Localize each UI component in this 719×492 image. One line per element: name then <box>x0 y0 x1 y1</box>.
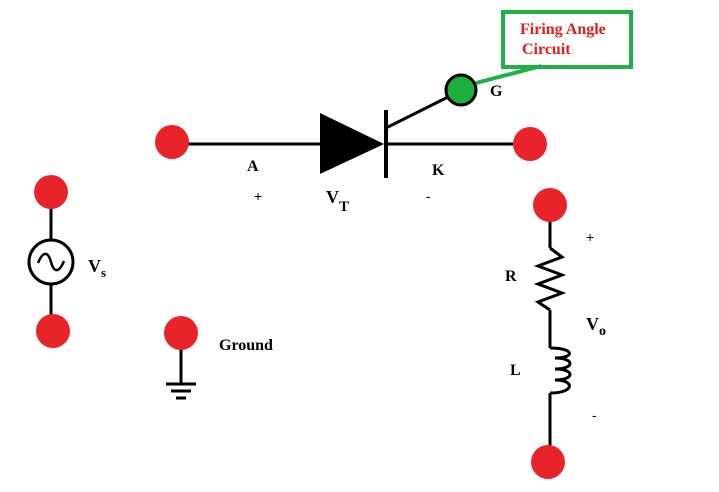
inductor-icon <box>550 348 570 393</box>
cathode-label: K <box>432 162 445 179</box>
cathode-minus-sign: - <box>426 188 431 204</box>
output-top-terminal[interactable] <box>533 188 567 222</box>
firing-angle-label-line2: Circuit <box>522 41 571 58</box>
output-bottom-terminal[interactable] <box>531 445 565 479</box>
output-label-sub: o <box>599 324 606 339</box>
output-minus-sign: - <box>592 407 597 423</box>
source-label-main: V <box>88 256 101 276</box>
source-label-sub: s <box>101 265 107 280</box>
output-label-main: V <box>586 314 599 334</box>
anode-plus-sign: + <box>254 188 263 204</box>
thyristor-label <box>326 187 349 215</box>
firing-angle-box <box>503 12 631 67</box>
ground-label: Ground <box>219 337 273 354</box>
source-top-terminal[interactable] <box>34 175 68 209</box>
firing-angle-label-line1: Firing Angle <box>520 21 606 38</box>
output-plus-sign: + <box>586 229 595 245</box>
resistor-icon <box>538 248 562 310</box>
source-bottom-terminal[interactable] <box>36 314 70 348</box>
gate-terminal[interactable] <box>446 75 476 105</box>
ground-terminal[interactable] <box>164 316 198 350</box>
ground-icon <box>166 384 196 398</box>
anode-terminal[interactable] <box>155 125 189 159</box>
thyristor-label-sub: T <box>339 199 350 215</box>
thyristor-icon <box>320 110 386 178</box>
inductor-label: L <box>510 362 521 379</box>
resistor-label: R <box>505 268 517 285</box>
gate-label: G <box>490 83 503 100</box>
ac-source-icon <box>29 240 73 284</box>
output-voltage-label <box>586 314 606 339</box>
cathode-terminal[interactable] <box>513 127 547 161</box>
thyristor-label-main: V <box>326 187 339 207</box>
source-label <box>88 256 106 280</box>
anode-label: A <box>247 158 259 175</box>
gate-lead-wire <box>386 96 450 128</box>
